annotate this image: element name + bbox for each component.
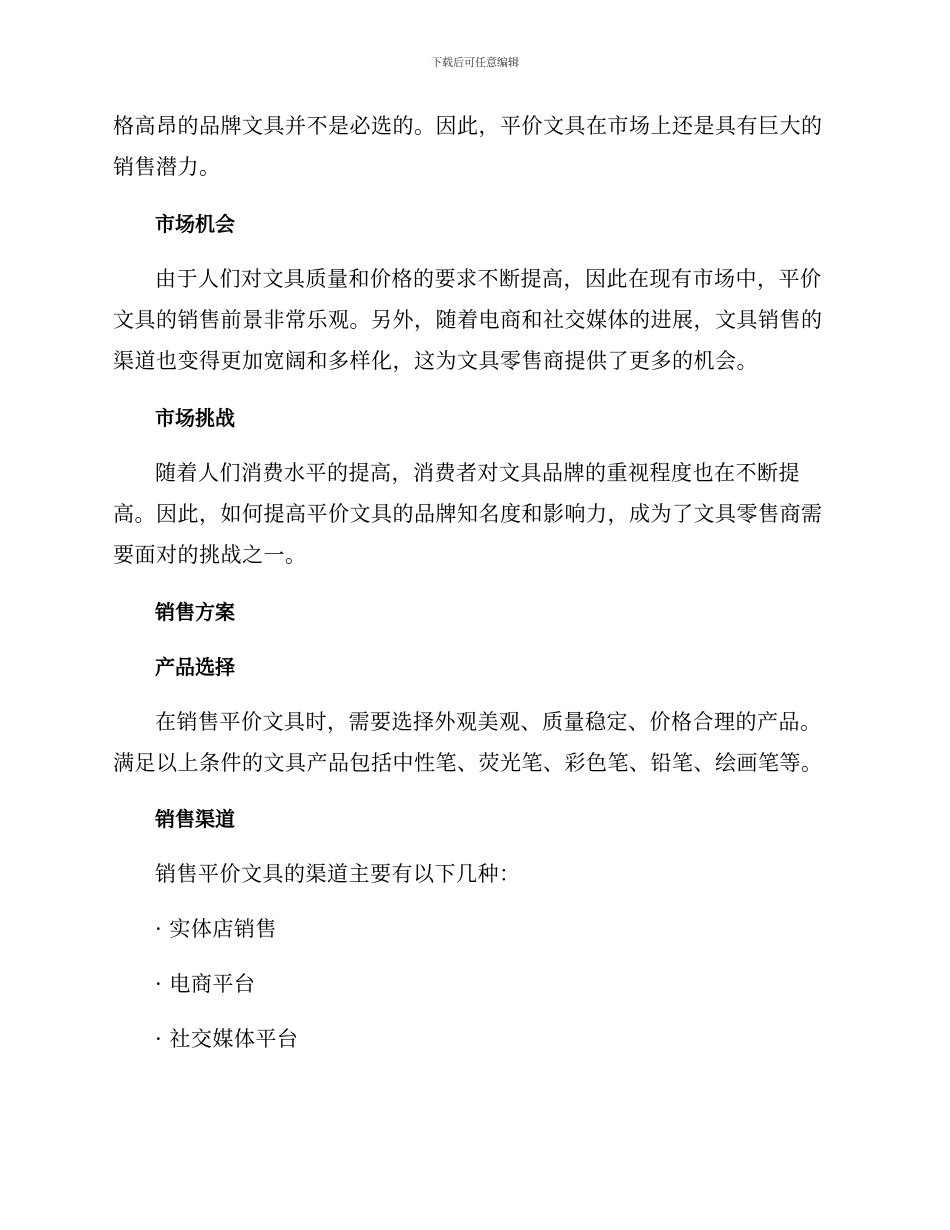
paragraph-market-challenge: 随着人们消费水平的提高，消费者对文具品牌的重视程度也在不断提高。因此，如何提高平价文具的品牌知名度和影响力，成为了文具零售商需要面对的挑战之一。 [113,461,823,567]
heading-market-challenge: 市场挑战 [155,406,235,430]
list-item-social-media-platform: · 社交媒体平台 [155,1027,299,1051]
heading-sales-channels: 销售渠道 [155,807,235,831]
page-header: 下载后可任意编辑 [431,56,519,69]
list-item-ecommerce-platform: · 电商平台 [155,972,256,996]
heading-market-opportunity: 市场机会 [155,212,235,236]
paragraph-sales-channels: 销售平价文具的渠道主要有以下几种： [155,862,521,886]
list-item-physical-store: · 实体店销售 [155,917,277,941]
heading-product-selection: 产品选择 [155,655,235,679]
paragraph-market-opportunity: 由于人们对文具质量和价格的要求不断提高，因此在现有市场中，平价文具的销售前景非常乐观。另外，随着电商和社交媒体的进展，文具销售的渠道也变得更加宽阔和多样化，这为文具零售商提供了更多的机会。 [113,267,823,373]
paragraph-product-selection: 在销售平价文具时，需要选择外观美观、质量稳定、价格合理的产品。满足以上条件的文具产品包括中性笔、荧光笔、彩色笔、铅笔、绘画笔等。 [113,710,823,775]
paragraph-intro: 格高昂的品牌文具并不是必选的。因此，平价文具在市场上还是具有巨大的销售潜力。 [113,114,823,179]
heading-sales-plan: 销售方案 [155,600,235,624]
